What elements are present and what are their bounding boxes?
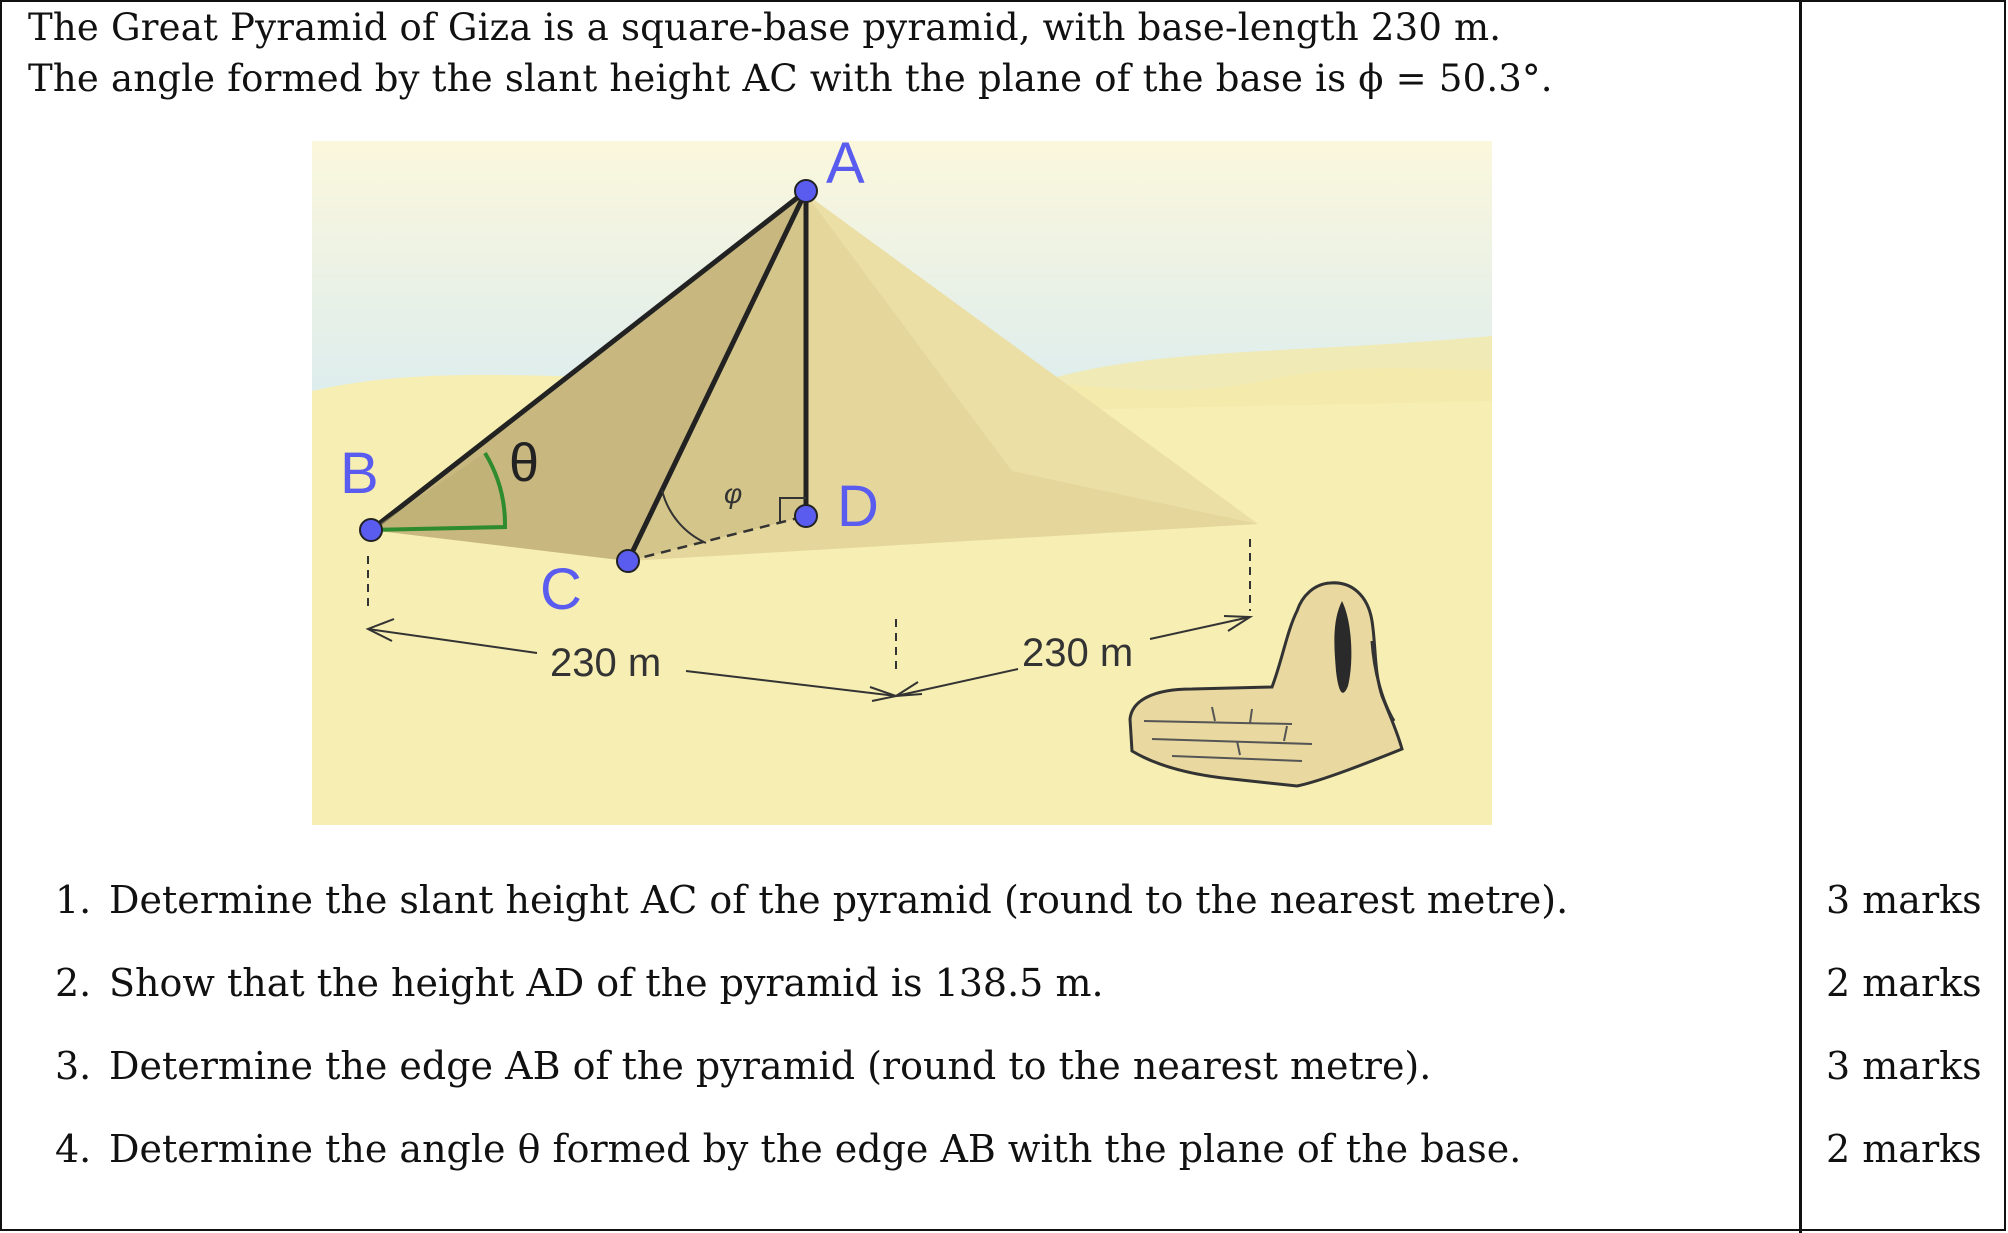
label-d: D <box>837 474 879 539</box>
question-text: Determine the angle θ formed by the edge AB with the plane of the base. <box>109 1127 1522 1171</box>
base-length-label-right: 230 m <box>1022 631 1134 675</box>
marks-column-divider <box>1799 0 1802 1233</box>
question-2 <box>55 961 1104 1005</box>
question-text: Determine the slant height AC of the pyramid (round to the nearest metre). <box>109 878 1569 922</box>
question-text: Show that the height AD of the pyramid is 138.5 m. <box>109 961 1104 1005</box>
question-number: 1. <box>55 878 92 922</box>
question-number: 2. <box>55 961 92 1005</box>
marks-q4: 2 marks <box>1826 1127 1982 1171</box>
label-c: C <box>540 557 582 622</box>
label-b: B <box>340 441 379 506</box>
marks-q2: 2 marks <box>1826 961 1982 1005</box>
point-d <box>795 505 817 527</box>
intro-line-1: The Great Pyramid of Giza is a square-base pyramid, with base-length 230 m. <box>28 6 1502 49</box>
point-b <box>360 519 382 541</box>
question-3 <box>55 1044 1431 1088</box>
theta-label: θ <box>509 433 540 493</box>
question-number: 3. <box>55 1044 92 1088</box>
point-c <box>617 550 639 572</box>
question-number: 4. <box>55 1127 92 1171</box>
label-a: A <box>826 141 865 196</box>
problem-intro <box>28 2 1553 104</box>
marks-q1: 3 marks <box>1826 878 1982 922</box>
point-a <box>795 180 817 202</box>
question-4 <box>55 1127 1521 1171</box>
question-text: Determine the edge AB of the pyramid (round to the nearest metre). <box>109 1044 1432 1088</box>
question-1 <box>55 878 1568 922</box>
marks-q3: 3 marks <box>1826 1044 1982 1088</box>
intro-line-2: The angle formed by the slant height AC with the plane of the base is ϕ = 50.3°. <box>28 57 1553 100</box>
pyramid-figure <box>312 141 1492 825</box>
base-length-label-left: 230 m <box>550 641 662 685</box>
phi-label: φ <box>724 478 743 509</box>
